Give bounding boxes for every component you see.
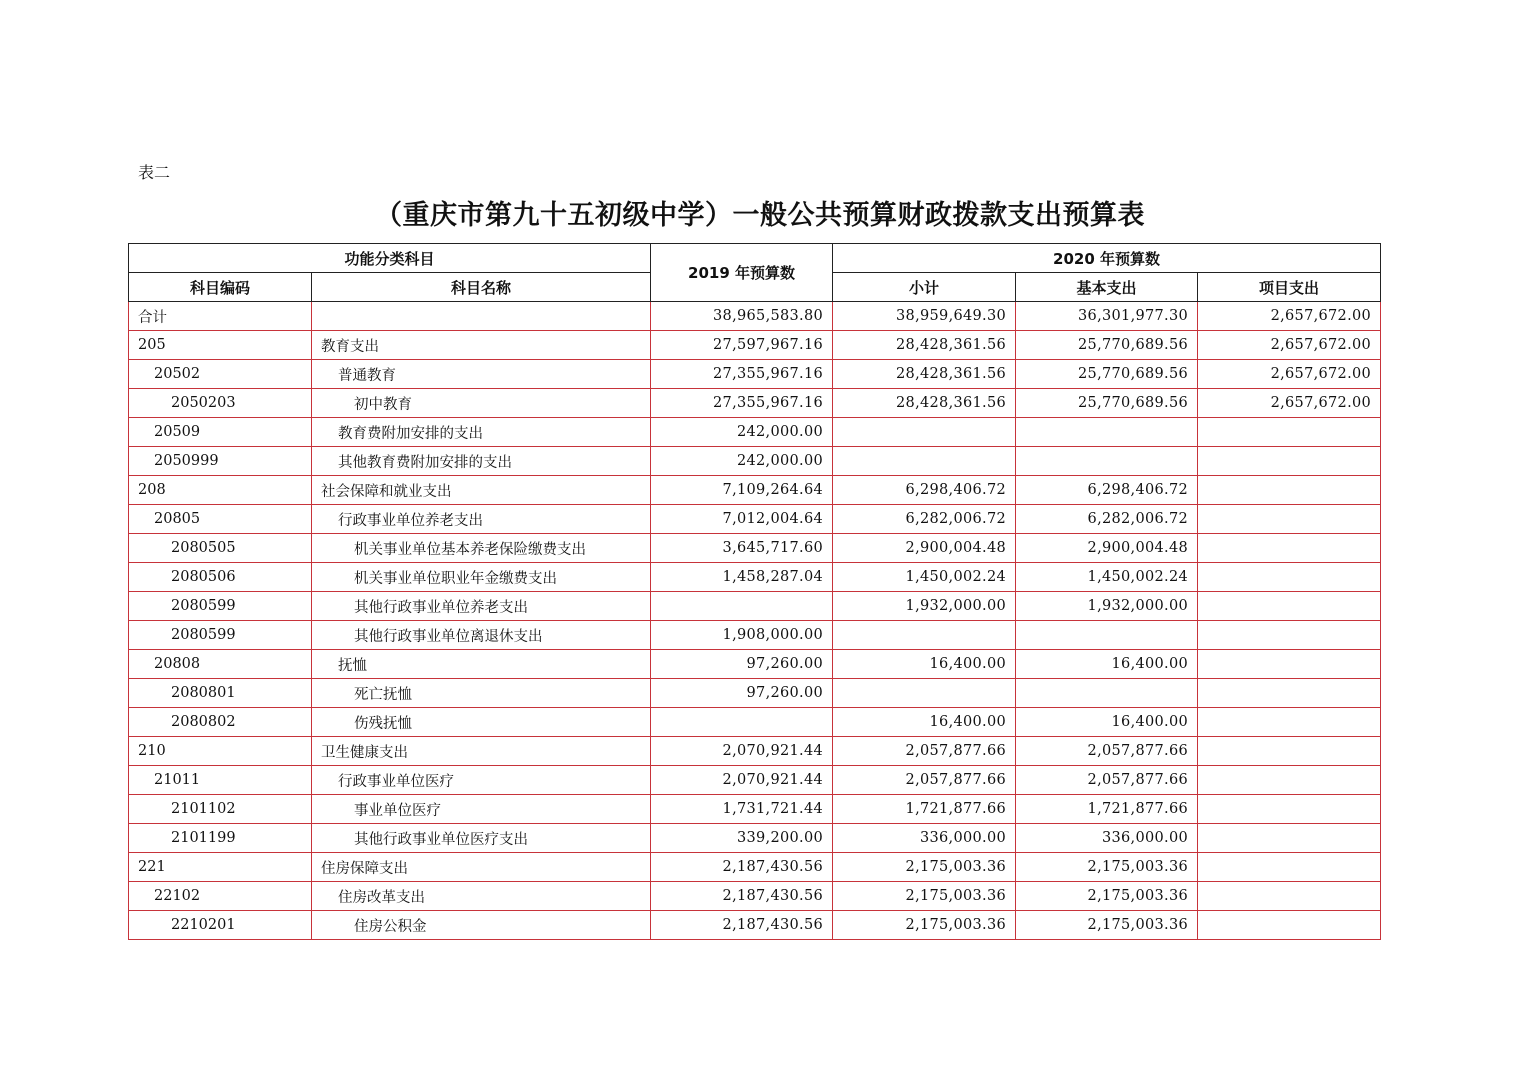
cell-subject-code: 21011 — [129, 766, 312, 795]
cell-subject-code: 22102 — [129, 882, 312, 911]
header-basic-expenditure: 基本支出 — [1016, 273, 1198, 302]
cell-subject-code: 205 — [129, 331, 312, 360]
header-functional-classification: 功能分类科目 — [129, 244, 651, 273]
cell-subject-code: 合计 — [129, 302, 312, 331]
cell-budget-2019: 27,355,967.16 — [651, 389, 833, 418]
cell-budget-2019: 242,000.00 — [651, 447, 833, 476]
cell-subject-name: 其他教育费附加安排的支出 — [312, 447, 651, 476]
cell-basic-expenditure-2020: 2,175,003.36 — [1016, 882, 1198, 911]
table-row — [129, 795, 1381, 824]
cell-budget-2019: 27,355,967.16 — [651, 360, 833, 389]
table-body — [129, 302, 1381, 940]
cell-subject-name: 其他行政事业单位养老支出 — [312, 592, 651, 621]
cell-budget-2019: 1,458,287.04 — [651, 563, 833, 592]
header-budget-2019: 2019 年预算数 — [651, 244, 833, 302]
cell-project-expenditure-2020 — [1198, 592, 1381, 621]
table-row — [129, 563, 1381, 592]
cell-budget-2019: 1,908,000.00 — [651, 621, 833, 650]
budget-table — [128, 243, 1381, 940]
cell-subtotal-2020: 2,900,004.48 — [833, 534, 1016, 563]
cell-subject-name: 死亡抚恤 — [312, 679, 651, 708]
cell-budget-2019: 97,260.00 — [651, 650, 833, 679]
cell-subject-code: 2080599 — [129, 592, 312, 621]
cell-basic-expenditure-2020: 2,175,003.36 — [1016, 853, 1198, 882]
table-row — [129, 505, 1381, 534]
cell-basic-expenditure-2020: 2,900,004.48 — [1016, 534, 1198, 563]
cell-subject-code: 2080801 — [129, 679, 312, 708]
table-row — [129, 766, 1381, 795]
cell-budget-2019: 339,200.00 — [651, 824, 833, 853]
cell-subject-name: 伤残抚恤 — [312, 708, 651, 737]
cell-subtotal-2020: 2,057,877.66 — [833, 737, 1016, 766]
cell-budget-2019: 2,187,430.56 — [651, 911, 833, 940]
cell-subtotal-2020: 6,298,406.72 — [833, 476, 1016, 505]
table-row — [129, 592, 1381, 621]
cell-subtotal-2020: 2,057,877.66 — [833, 766, 1016, 795]
cell-project-expenditure-2020: 2,657,672.00 — [1198, 360, 1381, 389]
cell-subject-code: 2050203 — [129, 389, 312, 418]
cell-basic-expenditure-2020 — [1016, 679, 1198, 708]
cell-subtotal-2020: 28,428,361.56 — [833, 331, 1016, 360]
cell-subtotal-2020: 1,932,000.00 — [833, 592, 1016, 621]
cell-project-expenditure-2020 — [1198, 708, 1381, 737]
table-row — [129, 824, 1381, 853]
cell-subtotal-2020: 6,282,006.72 — [833, 505, 1016, 534]
cell-subtotal-2020 — [833, 418, 1016, 447]
cell-basic-expenditure-2020: 16,400.00 — [1016, 708, 1198, 737]
document-title: （重庆市第九十五初级中学）一般公共预算财政拨款支出预算表 — [375, 200, 1145, 231]
cell-subtotal-2020: 16,400.00 — [833, 650, 1016, 679]
cell-subtotal-2020: 1,450,002.24 — [833, 563, 1016, 592]
cell-budget-2019: 2,187,430.56 — [651, 853, 833, 882]
cell-subject-code: 20502 — [129, 360, 312, 389]
cell-basic-expenditure-2020: 2,175,003.36 — [1016, 911, 1198, 940]
cell-project-expenditure-2020 — [1198, 737, 1381, 766]
cell-basic-expenditure-2020 — [1016, 447, 1198, 476]
cell-subtotal-2020 — [833, 447, 1016, 476]
cell-budget-2019: 242,000.00 — [651, 418, 833, 447]
cell-subtotal-2020 — [833, 679, 1016, 708]
cell-subject-name: 教育费附加安排的支出 — [312, 418, 651, 447]
cell-subject-code: 20509 — [129, 418, 312, 447]
cell-subject-name: 卫生健康支出 — [312, 737, 651, 766]
cell-subject-code: 2050999 — [129, 447, 312, 476]
cell-subject-name: 行政事业单位养老支出 — [312, 505, 651, 534]
cell-project-expenditure-2020 — [1198, 650, 1381, 679]
cell-subject-name: 其他行政事业单位医疗支出 — [312, 824, 651, 853]
cell-budget-2019 — [651, 708, 833, 737]
cell-basic-expenditure-2020 — [1016, 621, 1198, 650]
table-row — [129, 737, 1381, 766]
cell-budget-2019: 97,260.00 — [651, 679, 833, 708]
cell-subject-name: 住房改革支出 — [312, 882, 651, 911]
cell-subtotal-2020 — [833, 621, 1016, 650]
cell-subject-name: 住房公积金 — [312, 911, 651, 940]
cell-project-expenditure-2020 — [1198, 563, 1381, 592]
cell-project-expenditure-2020 — [1198, 621, 1381, 650]
table-row — [129, 534, 1381, 563]
cell-subject-code: 2080505 — [129, 534, 312, 563]
cell-subtotal-2020: 28,428,361.56 — [833, 360, 1016, 389]
cell-budget-2019: 7,109,264.64 — [651, 476, 833, 505]
table-row — [129, 911, 1381, 940]
table-row — [129, 476, 1381, 505]
cell-project-expenditure-2020 — [1198, 766, 1381, 795]
table-row — [129, 708, 1381, 737]
cell-subject-name: 行政事业单位医疗 — [312, 766, 651, 795]
header-subject-code: 科目编码 — [129, 273, 312, 302]
table-row — [129, 650, 1381, 679]
cell-basic-expenditure-2020: 6,298,406.72 — [1016, 476, 1198, 505]
cell-basic-expenditure-2020: 36,301,977.30 — [1016, 302, 1198, 331]
cell-subtotal-2020: 1,721,877.66 — [833, 795, 1016, 824]
cell-subject-name: 普通教育 — [312, 360, 651, 389]
cell-subject-name: 机关事业单位职业年金缴费支出 — [312, 563, 651, 592]
cell-project-expenditure-2020 — [1198, 824, 1381, 853]
cell-project-expenditure-2020 — [1198, 418, 1381, 447]
cell-subject-code: 20805 — [129, 505, 312, 534]
cell-subject-name: 机关事业单位基本养老保险缴费支出 — [312, 534, 651, 563]
cell-budget-2019: 2,070,921.44 — [651, 766, 833, 795]
cell-subject-code: 2101102 — [129, 795, 312, 824]
cell-subtotal-2020: 2,175,003.36 — [833, 911, 1016, 940]
table-row — [129, 331, 1381, 360]
cell-subject-code: 210 — [129, 737, 312, 766]
table-row — [129, 679, 1381, 708]
cell-subject-name: 初中教育 — [312, 389, 651, 418]
cell-subtotal-2020: 336,000.00 — [833, 824, 1016, 853]
cell-budget-2019: 38,965,583.80 — [651, 302, 833, 331]
cell-project-expenditure-2020 — [1198, 505, 1381, 534]
cell-basic-expenditure-2020: 25,770,689.56 — [1016, 389, 1198, 418]
cell-subject-code: 221 — [129, 853, 312, 882]
cell-subject-code: 208 — [129, 476, 312, 505]
header-budget-2020: 2020 年预算数 — [833, 244, 1381, 273]
cell-subtotal-2020: 28,428,361.56 — [833, 389, 1016, 418]
cell-basic-expenditure-2020: 25,770,689.56 — [1016, 331, 1198, 360]
cell-basic-expenditure-2020 — [1016, 418, 1198, 447]
cell-project-expenditure-2020 — [1198, 853, 1381, 882]
cell-project-expenditure-2020 — [1198, 795, 1381, 824]
table-header — [129, 244, 1381, 302]
table-label: 表二 — [138, 163, 171, 182]
cell-project-expenditure-2020 — [1198, 679, 1381, 708]
cell-subject-name — [312, 302, 651, 331]
header-project-expenditure: 项目支出 — [1198, 273, 1381, 302]
cell-subject-name: 事业单位医疗 — [312, 795, 651, 824]
cell-subtotal-2020: 2,175,003.36 — [833, 882, 1016, 911]
cell-project-expenditure-2020: 2,657,672.00 — [1198, 302, 1381, 331]
cell-subject-name: 其他行政事业单位离退休支出 — [312, 621, 651, 650]
table-row — [129, 360, 1381, 389]
header-subject-name: 科目名称 — [312, 273, 651, 302]
cell-budget-2019 — [651, 592, 833, 621]
cell-basic-expenditure-2020: 1,721,877.66 — [1016, 795, 1198, 824]
cell-budget-2019: 27,597,967.16 — [651, 331, 833, 360]
cell-basic-expenditure-2020: 336,000.00 — [1016, 824, 1198, 853]
table-row — [129, 302, 1381, 331]
cell-subject-name: 社会保障和就业支出 — [312, 476, 651, 505]
cell-budget-2019: 1,731,721.44 — [651, 795, 833, 824]
cell-subject-code: 2210201 — [129, 911, 312, 940]
cell-budget-2019: 2,070,921.44 — [651, 737, 833, 766]
cell-basic-expenditure-2020: 16,400.00 — [1016, 650, 1198, 679]
cell-project-expenditure-2020 — [1198, 476, 1381, 505]
cell-subject-name: 住房保障支出 — [312, 853, 651, 882]
cell-budget-2019: 2,187,430.56 — [651, 882, 833, 911]
cell-basic-expenditure-2020: 6,282,006.72 — [1016, 505, 1198, 534]
cell-subtotal-2020: 2,175,003.36 — [833, 853, 1016, 882]
cell-subject-code: 2080506 — [129, 563, 312, 592]
table-row — [129, 447, 1381, 476]
header-subtotal: 小计 — [833, 273, 1016, 302]
cell-subject-name: 抚恤 — [312, 650, 651, 679]
cell-basic-expenditure-2020: 2,057,877.66 — [1016, 766, 1198, 795]
cell-budget-2019: 7,012,004.64 — [651, 505, 833, 534]
table-row — [129, 621, 1381, 650]
cell-subject-name: 教育支出 — [312, 331, 651, 360]
table-row — [129, 853, 1381, 882]
table-row — [129, 418, 1381, 447]
cell-project-expenditure-2020: 2,657,672.00 — [1198, 389, 1381, 418]
cell-subtotal-2020: 38,959,649.30 — [833, 302, 1016, 331]
cell-subtotal-2020: 16,400.00 — [833, 708, 1016, 737]
cell-basic-expenditure-2020: 1,932,000.00 — [1016, 592, 1198, 621]
cell-basic-expenditure-2020: 1,450,002.24 — [1016, 563, 1198, 592]
cell-project-expenditure-2020 — [1198, 911, 1381, 940]
cell-project-expenditure-2020 — [1198, 534, 1381, 563]
cell-basic-expenditure-2020: 2,057,877.66 — [1016, 737, 1198, 766]
table-row — [129, 389, 1381, 418]
cell-budget-2019: 3,645,717.60 — [651, 534, 833, 563]
header-row — [129, 244, 1381, 273]
cell-project-expenditure-2020: 2,657,672.00 — [1198, 331, 1381, 360]
cell-project-expenditure-2020 — [1198, 447, 1381, 476]
cell-subject-code: 2101199 — [129, 824, 312, 853]
cell-subject-code: 2080599 — [129, 621, 312, 650]
cell-subject-code: 20808 — [129, 650, 312, 679]
cell-project-expenditure-2020 — [1198, 882, 1381, 911]
cell-subject-code: 2080802 — [129, 708, 312, 737]
cell-basic-expenditure-2020: 25,770,689.56 — [1016, 360, 1198, 389]
table-row — [129, 882, 1381, 911]
